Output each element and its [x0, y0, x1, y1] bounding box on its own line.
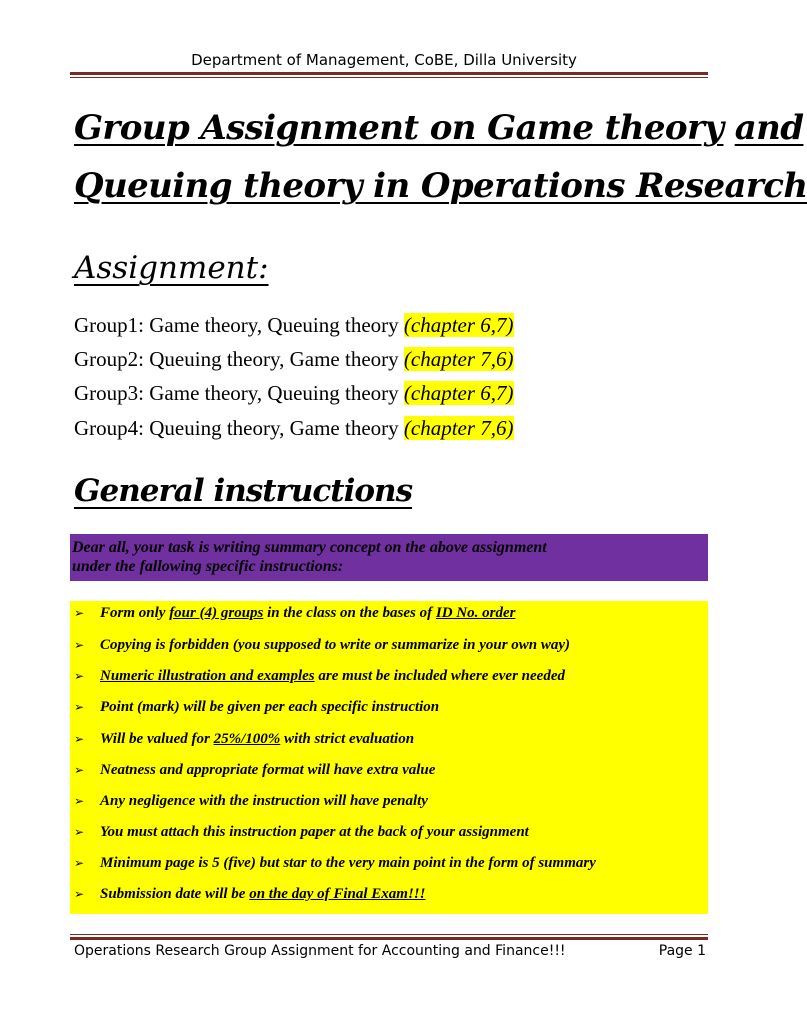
intro-box [70, 534, 708, 581]
chapter-highlight: (chapter 6,7) [403, 381, 514, 405]
title-line-2 [74, 164, 807, 208]
footer-rule-thick [70, 937, 708, 940]
group-label: Group3: Game theory, Queuing theory [74, 381, 399, 405]
arrow-bullet-icon: ➢ [74, 669, 85, 683]
header-rule-thin [70, 77, 708, 78]
underlined-text: 25%/100% [213, 731, 281, 747]
arrow-bullet-icon: ➢ [74, 794, 85, 808]
assignment-heading: Assignment: [74, 250, 269, 286]
instruction-item: ➢ Form only four (4) groups in the class on the bases of ID No. order [74, 605, 516, 621]
instruction-item: ➢ Copying is forbidden (you supposed to write or summarize in your own way) [74, 637, 571, 653]
title-part-3: Queuing theory in Operations Research [74, 166, 807, 206]
underlined-text: four (4) groups [169, 605, 264, 621]
underlined-text: ID No. order [435, 605, 516, 621]
general-instructions-heading: General instructions [74, 473, 413, 509]
instruction-item: ➢ Neatness and appropriate format will have extra value [74, 762, 436, 778]
page-footer [74, 941, 706, 961]
group-line [74, 344, 514, 374]
footer-text: Operations Research Group Assignment for Accounting and Finance!!! [74, 943, 566, 959]
chapter-highlight: (chapter 7,6) [403, 416, 514, 440]
header-rule-thick [70, 72, 708, 75]
footer-rule-thin [70, 934, 708, 935]
arrow-bullet-icon: ➢ [74, 606, 85, 620]
group-line [74, 413, 514, 443]
group-line [74, 378, 514, 408]
instruction-item: ➢ Numeric illustration and examples are must be included where ever needed [74, 668, 565, 684]
group-line [74, 310, 514, 340]
page-header: Department of Management, CoBE, Dilla University [191, 51, 577, 69]
intro-line-2: under the fallowing specific instructions: [72, 558, 344, 575]
group-label: Group1: Game theory, Queuing theory [74, 313, 399, 337]
arrow-bullet-icon: ➢ [74, 825, 85, 839]
arrow-bullet-icon: ➢ [74, 638, 85, 652]
instruction-item: ➢ Minimum page is 5 (five) but star to the very main point in the form of summary [74, 855, 596, 871]
title-line-1 [74, 106, 803, 150]
instruction-item: ➢ Will be valued for 25%/100% with strict evaluation [74, 731, 415, 747]
intro-line-1: Dear all, your task is writing summary concept on the above assignment [72, 539, 547, 556]
underlined-text: on the day of Final Exam!!! [249, 886, 426, 902]
arrow-bullet-icon: ➢ [74, 763, 85, 777]
group-label: Group4: Queuing theory, Game theory [74, 416, 399, 440]
arrow-bullet-icon: ➢ [74, 856, 85, 870]
instruction-item: ➢ Any negligence with the instruction will have penalty [74, 793, 428, 809]
title-part-1: Group Assignment on Game theory [74, 108, 724, 148]
instruction-item: ➢ You must attach this instruction paper at the back of your assignment [74, 824, 529, 840]
chapter-highlight: (chapter 6,7) [403, 313, 514, 337]
arrow-bullet-icon: ➢ [74, 887, 85, 901]
chapter-highlight: (chapter 7,6) [403, 347, 514, 371]
instruction-item: ➢ Submission date will be on the day of Final Exam!!! [74, 886, 426, 902]
group-label: Group2: Queuing theory, Game theory [74, 347, 399, 371]
arrow-bullet-icon: ➢ [74, 732, 85, 746]
title-part-2: and [734, 108, 804, 148]
instruction-item: ➢ Point (mark) will be given per each specific instruction [74, 699, 440, 715]
underlined-text: Numeric illustration and examples [100, 668, 315, 684]
page-number: Page 1 [658, 943, 706, 959]
arrow-bullet-icon: ➢ [74, 700, 85, 714]
